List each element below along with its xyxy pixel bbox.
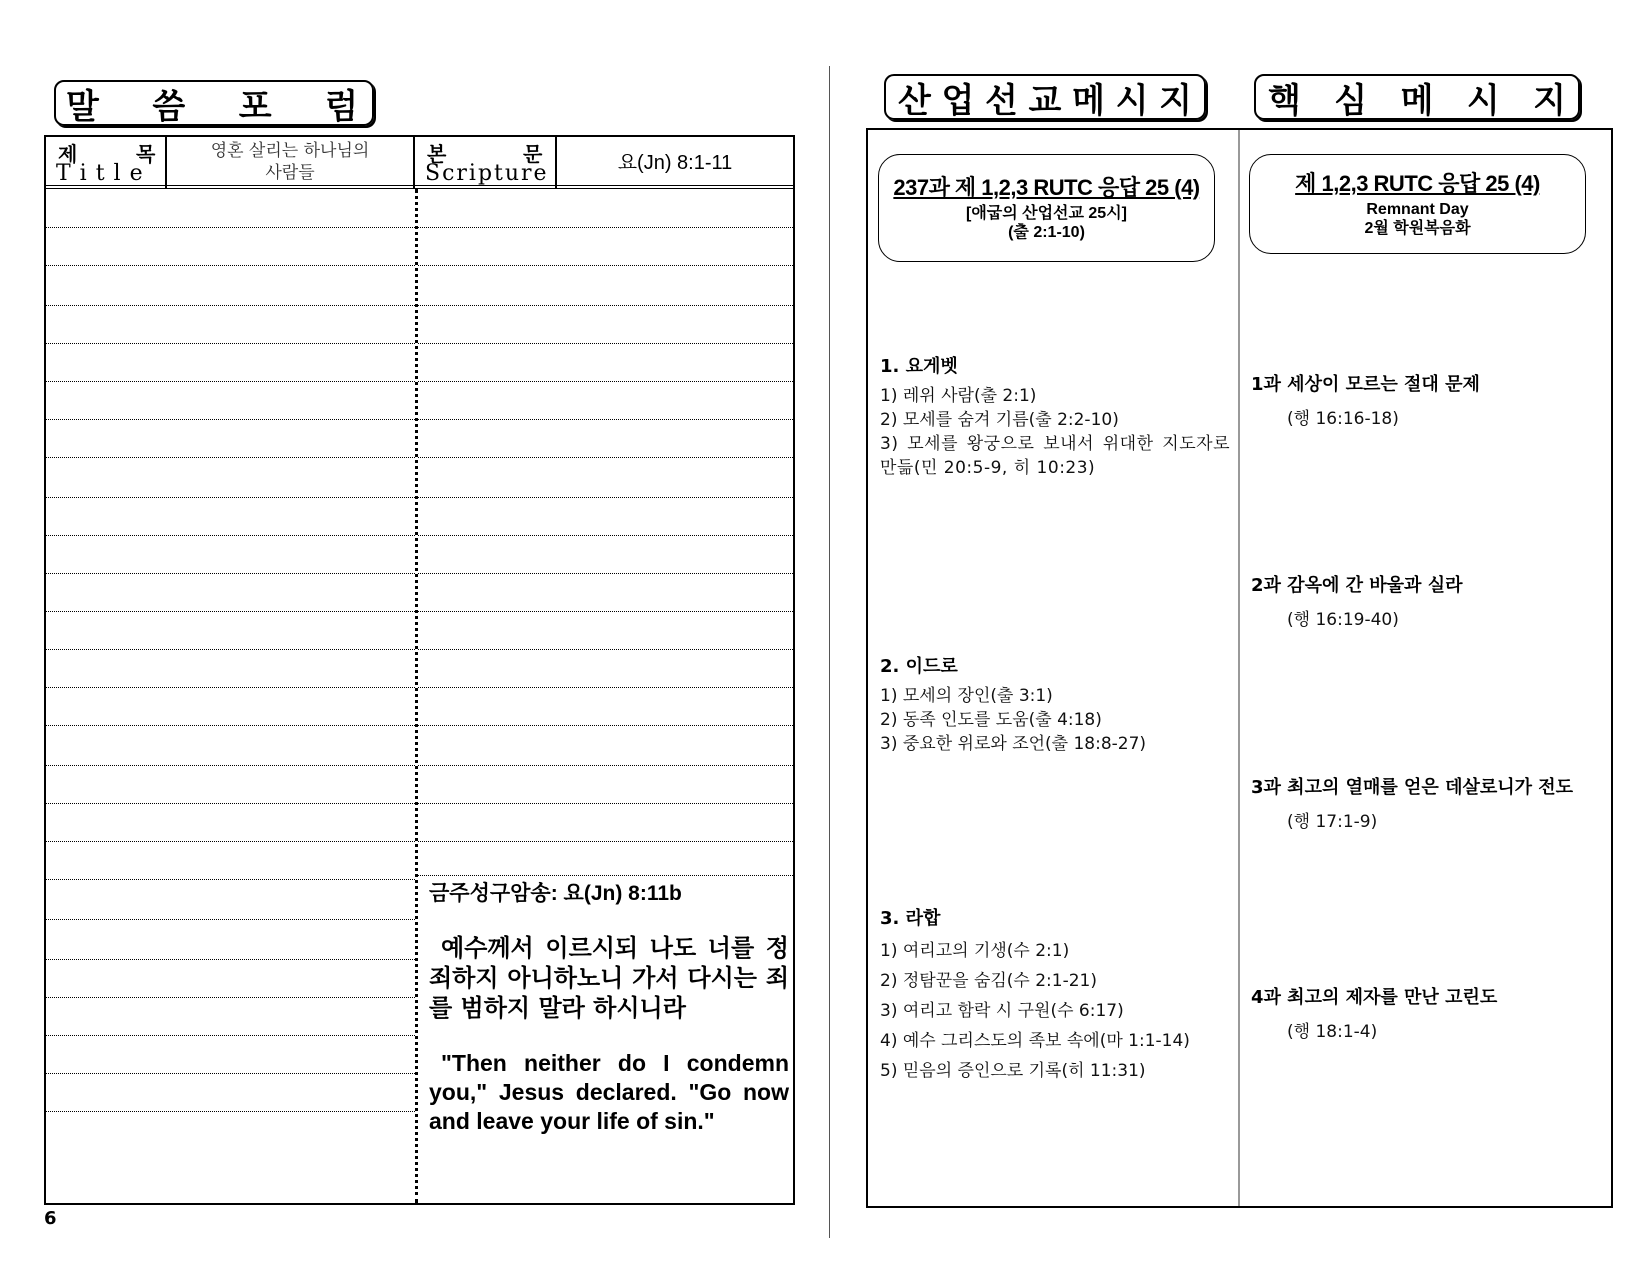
title-label-cell — [46, 137, 167, 189]
lesson-heading: 3과 최고의 열매를 얻은 데살로니가 전도 — [1251, 777, 1574, 798]
ruled-line — [418, 381, 793, 382]
memory-verse-english: "Then neither do I condemn you," Jesus declared. "Go now and leave your life of sin." — [429, 1050, 789, 1134]
ruled-line — [46, 765, 415, 766]
section-heading: 2. 이드로 — [880, 656, 958, 677]
lesson-reference: (행 16:19-40) — [1287, 610, 1399, 630]
core-card — [1249, 154, 1586, 254]
mission-card-sub2: (출 2:1-10) — [1008, 224, 1085, 241]
mission-card-sub1: [애굽의 산업선교 25시] — [966, 205, 1127, 222]
ruled-line — [418, 497, 793, 498]
banner-char: 럼 — [325, 86, 358, 127]
ruled-line — [46, 1035, 415, 1036]
banner-char: 산 — [898, 80, 931, 121]
ruled-line — [418, 419, 793, 420]
title-value-cell — [167, 137, 415, 189]
ruled-line — [46, 959, 415, 960]
ruled-line — [46, 497, 415, 498]
ruled-line — [46, 1073, 415, 1074]
banner-char: 시 — [1466, 80, 1500, 121]
core-message-banner — [1254, 74, 1580, 120]
page-number: 6 — [44, 1208, 57, 1229]
section-jochebed — [880, 352, 1230, 480]
lesson-reference: (행 16:16-18) — [1287, 409, 1399, 429]
banner-char: 심 — [1334, 80, 1368, 121]
ruled-line — [418, 457, 793, 458]
section-item: 2) 동족 인도를 도움(출 4:18) — [880, 710, 1102, 730]
banner-char: 지 — [1159, 80, 1192, 121]
banner-char: 메 — [1072, 80, 1105, 121]
ruled-line — [418, 803, 793, 804]
banner-char: 메 — [1400, 80, 1434, 121]
lesson-heading: 4과 최고의 제자를 만난 고린도 — [1251, 987, 1498, 1008]
section-heading: 1. 요게벳 — [880, 356, 958, 377]
section-item: 4) 예수 그리스도의 족보 속에(마 1:1-14) — [880, 1031, 1190, 1051]
ruled-line — [418, 649, 793, 650]
ruled-line — [46, 343, 415, 344]
lesson-2 — [1251, 571, 1611, 630]
memory-verse-korean: 예수께서 이르시되 나도 너를 정죄하지 아니하노니 가서 다시는 죄를 범하지 말라 하시니라 — [429, 934, 789, 1022]
ruled-line — [418, 611, 793, 612]
ruled-line — [46, 997, 415, 998]
title-value-line2: 사람들 — [265, 163, 315, 183]
ruled-line — [418, 305, 793, 306]
ruled-line — [418, 725, 793, 726]
ruled-line — [46, 381, 415, 382]
page-gutter — [829, 66, 830, 1238]
ruled-line — [46, 535, 415, 536]
core-card-sub2: 2월 학원복음화 — [1364, 220, 1471, 237]
banner-char: 선 — [985, 80, 1018, 121]
message-frame — [866, 128, 1613, 1208]
banner-char: 교 — [1028, 80, 1062, 121]
title-value-line1: 영혼 살리는 하나님의 — [210, 141, 370, 161]
ruled-line — [418, 227, 793, 228]
column-divider — [415, 189, 418, 1203]
memory-verse-heading: 금주성구암송: 요(Jn) 8:11b — [429, 882, 682, 905]
ruled-line — [418, 535, 793, 536]
table-header — [46, 137, 793, 189]
banner-char: 핵 — [1268, 80, 1301, 121]
ruled-line — [418, 687, 793, 688]
banner-char: 씀 — [152, 86, 186, 127]
section-item: 1) 모세의 장인(출 3:1) — [880, 686, 1053, 706]
scripture-value-cell — [557, 137, 793, 189]
scripture-label-ko-2: 문 — [523, 142, 543, 166]
mission-card — [878, 154, 1215, 262]
ruled-line — [418, 765, 793, 766]
ruled-line — [46, 879, 415, 880]
ruled-line — [46, 1111, 415, 1112]
title-label-en: Title — [56, 161, 152, 186]
ruled-line — [46, 573, 415, 574]
banner-char: 말 — [66, 86, 99, 127]
note-table — [44, 135, 795, 1205]
section-item: 3) 모세를 왕궁으로 보내서 위대한 지도자로 만듦(민 20:5-9, 히 10:23) — [880, 434, 1230, 478]
mission-card-title: 237과 제 1,2,3 RUTC 응답 25 (4) — [893, 175, 1200, 200]
scripture-value: 요(Jn) 8:1-11 — [617, 152, 733, 174]
section-rahab — [880, 904, 1230, 1086]
lesson-reference: (행 18:1-4) — [1287, 1022, 1378, 1042]
section-item: 2) 정탐꾼을 숨김(수 2:1-21) — [880, 971, 1098, 991]
banner-char: 업 — [941, 80, 975, 121]
lesson-heading: 2과 감옥에 간 바울과 실라 — [1251, 575, 1463, 596]
ruled-line — [418, 343, 793, 344]
core-card-sub1: Remnant Day — [1366, 201, 1469, 218]
ruled-line — [46, 841, 415, 842]
scripture-label-en: Scripture — [425, 161, 549, 186]
ruled-line — [46, 457, 415, 458]
ruled-line — [418, 875, 793, 876]
section-item: 1) 레위 사람(출 2:1) — [880, 386, 1037, 406]
section-jethro — [880, 652, 1230, 756]
lesson-reference: (행 17:1-9) — [1287, 812, 1378, 832]
section-item: 3) 여리고 함락 시 구원(수 6:17) — [880, 1001, 1124, 1021]
memory-verse — [429, 877, 789, 1136]
ruled-line — [46, 305, 415, 306]
ruled-line — [418, 265, 793, 266]
lesson-3 — [1251, 773, 1611, 832]
section-item: 3) 중요한 위로와 조언(출 18:8-27) — [880, 734, 1147, 754]
core-card-title: 제 1,2,3 RUTC 응답 25 (4) — [1295, 171, 1540, 196]
title-label-ko-2: 목 — [136, 142, 156, 166]
section-item: 5) 믿음의 증인으로 기록(히 11:31) — [880, 1061, 1146, 1081]
scripture-label-cell — [415, 137, 557, 189]
ruled-line — [46, 803, 415, 804]
ruled-line — [418, 573, 793, 574]
title-label-ko-1: 제 — [58, 142, 78, 166]
lesson-heading: 1과 세상이 모르는 절대 문제 — [1251, 374, 1480, 395]
ruled-line — [46, 419, 415, 420]
section-item: 1) 여리고의 기생(수 2:1) — [880, 941, 1070, 961]
lesson-4 — [1251, 983, 1611, 1042]
ruled-line — [46, 611, 415, 612]
ruled-line — [46, 687, 415, 688]
ruled-line — [46, 919, 415, 920]
banner-char: 시 — [1115, 80, 1149, 121]
ruled-line — [46, 227, 415, 228]
banner-char: 지 — [1533, 80, 1566, 121]
section-item: 2) 모세를 숨겨 기름(출 2:2-10) — [880, 410, 1119, 430]
lesson-1 — [1251, 370, 1611, 429]
industrial-mission-banner — [884, 74, 1206, 120]
ruled-line — [418, 841, 793, 842]
scripture-label-ko-1: 본 — [427, 142, 447, 166]
section-heading: 3. 라합 — [880, 908, 941, 929]
forum-banner — [54, 80, 374, 126]
ruled-line — [46, 265, 415, 266]
message-column-divider — [1238, 130, 1240, 1206]
banner-char: 포 — [238, 86, 272, 127]
ruled-line — [46, 725, 415, 726]
ruled-line — [46, 649, 415, 650]
